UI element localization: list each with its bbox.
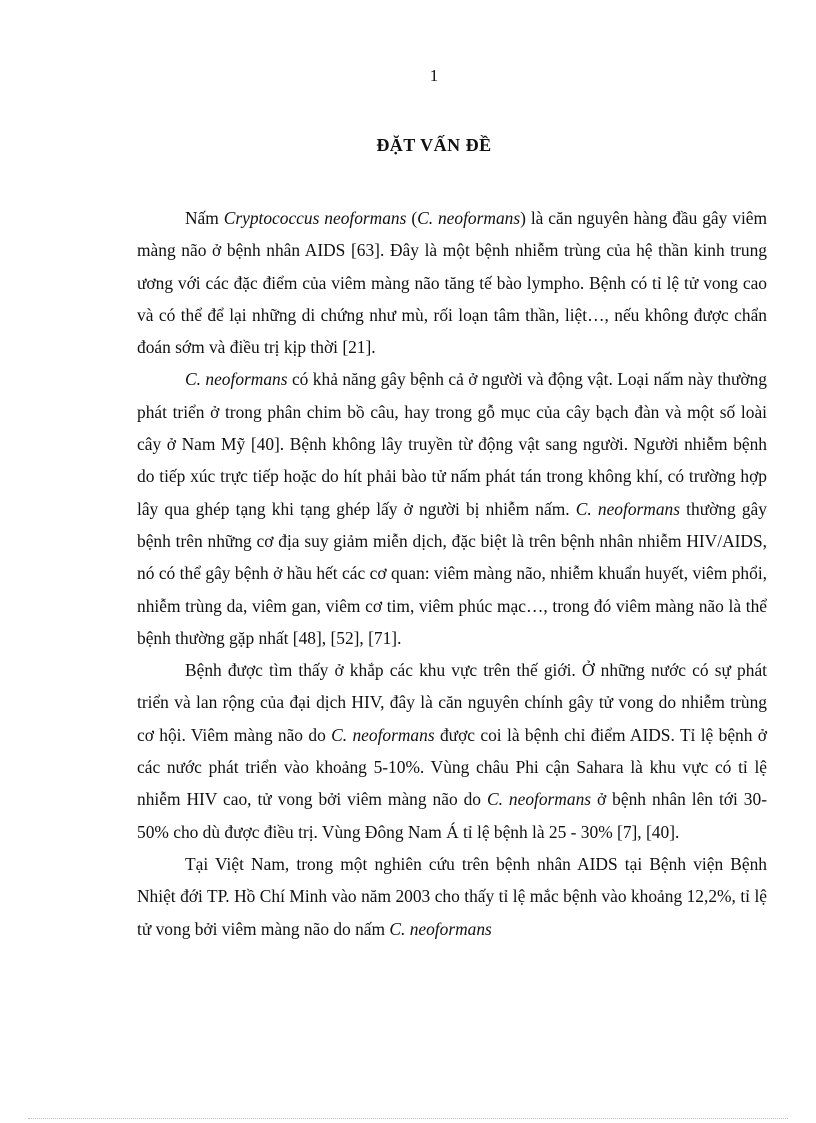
paragraph — [137, 363, 767, 654]
italic-span: C. neoformans — [417, 208, 521, 228]
text-span: thường gây bệnh trên những cơ địa suy giảm miễn dịch, đặc biệt là trên bệnh nhân nhiễm HIV/AIDS, nó có thể gây bệnh ở hầu hết các cơ quan: viêm màng não, nhiễm khuẩn huyết, viêm phổi, nhiễm trùng da, viêm gan, viêm cơ tim, viêm phúc mạc…, trong đó viêm màng não là thể bệnh thường gặp nhất [48], [52], [71]. — [137, 498, 767, 648]
paragraph — [137, 654, 767, 848]
page-title: ĐẶT VẤN ĐỀ — [376, 135, 492, 155]
text-span: Nấm — [185, 208, 224, 228]
italic-span: C. neoformans — [331, 724, 435, 745]
italic-span: C. neoformans — [575, 498, 680, 519]
italic-span: C. neoformans — [185, 369, 288, 390]
text-span: ( — [406, 208, 418, 228]
italic-span: C. neoformans — [389, 918, 492, 939]
text-span: Tại Việt Nam, trong một nghiên cứu trên bệnh nhân AIDS tại Bệnh viện Bệnh Nhiệt đới TP. Hồ Chí Minh vào năm 2003 cho thấy tỉ lệ mắc bệnh vào khoảng 12,2%, tỉ lệ tử vong bởi viêm màng não do nấm — [137, 853, 767, 939]
paragraph — [137, 848, 767, 945]
text-span: ở bệnh nhân lên tới 30-50% cho dù được điều trị. Vùng Đông Nam Á tỉ lệ bệnh là 25 - 30% [7], [40]. — [137, 789, 767, 842]
page-number: 1 — [429, 66, 439, 85]
body-text — [137, 202, 767, 945]
italic-span: C. neoformans — [486, 789, 592, 810]
text-span: được coi là bệnh chỉ điểm AIDS. Tỉ lệ bệnh ở các nước phát triển vào khoảng 5-10%. Vùng châu Phi cận Sahara là khu vực có tỉ lệ nhiễm HIV cao, tử vong bởi viêm màng não do — [137, 724, 768, 810]
text-span: Bệnh được tìm thấy ở khắp các khu vực trên thế giới. Ở những nước có sự phát triển và lan rộng của đại dịch HIV, đây là căn nguyên chính gây tử vong do nhiễm trùng cơ hội. Viêm màng não do — [137, 660, 767, 745]
italic-span: Cryptococcus neoformans — [223, 208, 407, 228]
paragraph — [137, 202, 767, 363]
text-span: có khả năng gây bệnh cả ở người và động vật. Loại nấm này thường phát triển ở trong phân chim bồ câu, hay trong gỗ mục của cây bạch đàn và một số loài cây ở Nam Mỹ [40]. Bệnh không lây truyền từ động vật sang người. Người nhiễm bệnh do tiếp xúc trực tiếp hoặc do hít phải bào tử nấm phát tán trong không khí, có trường hợp lây qua ghép tạng khi tạng ghép lấy ở người bị nhiễm nấm. — [137, 369, 768, 519]
text-span: ) là căn nguyên hàng đầu gây viêm màng não ở bệnh nhân AIDS [63]. Đây là một bệnh nhiễm trùng của hệ thần kinh trung ương với các đặc điểm của viêm màng não tăng tế bào lympho. Bệnh có tỉ lệ tử vong cao và có thể để lại những di chứng như mù, rối loạn tâm thần, liệt…, nếu không được chẩn đoán sớm và điều trị kịp thời [21]. — [137, 208, 768, 358]
footer-divider — [28, 1118, 788, 1119]
